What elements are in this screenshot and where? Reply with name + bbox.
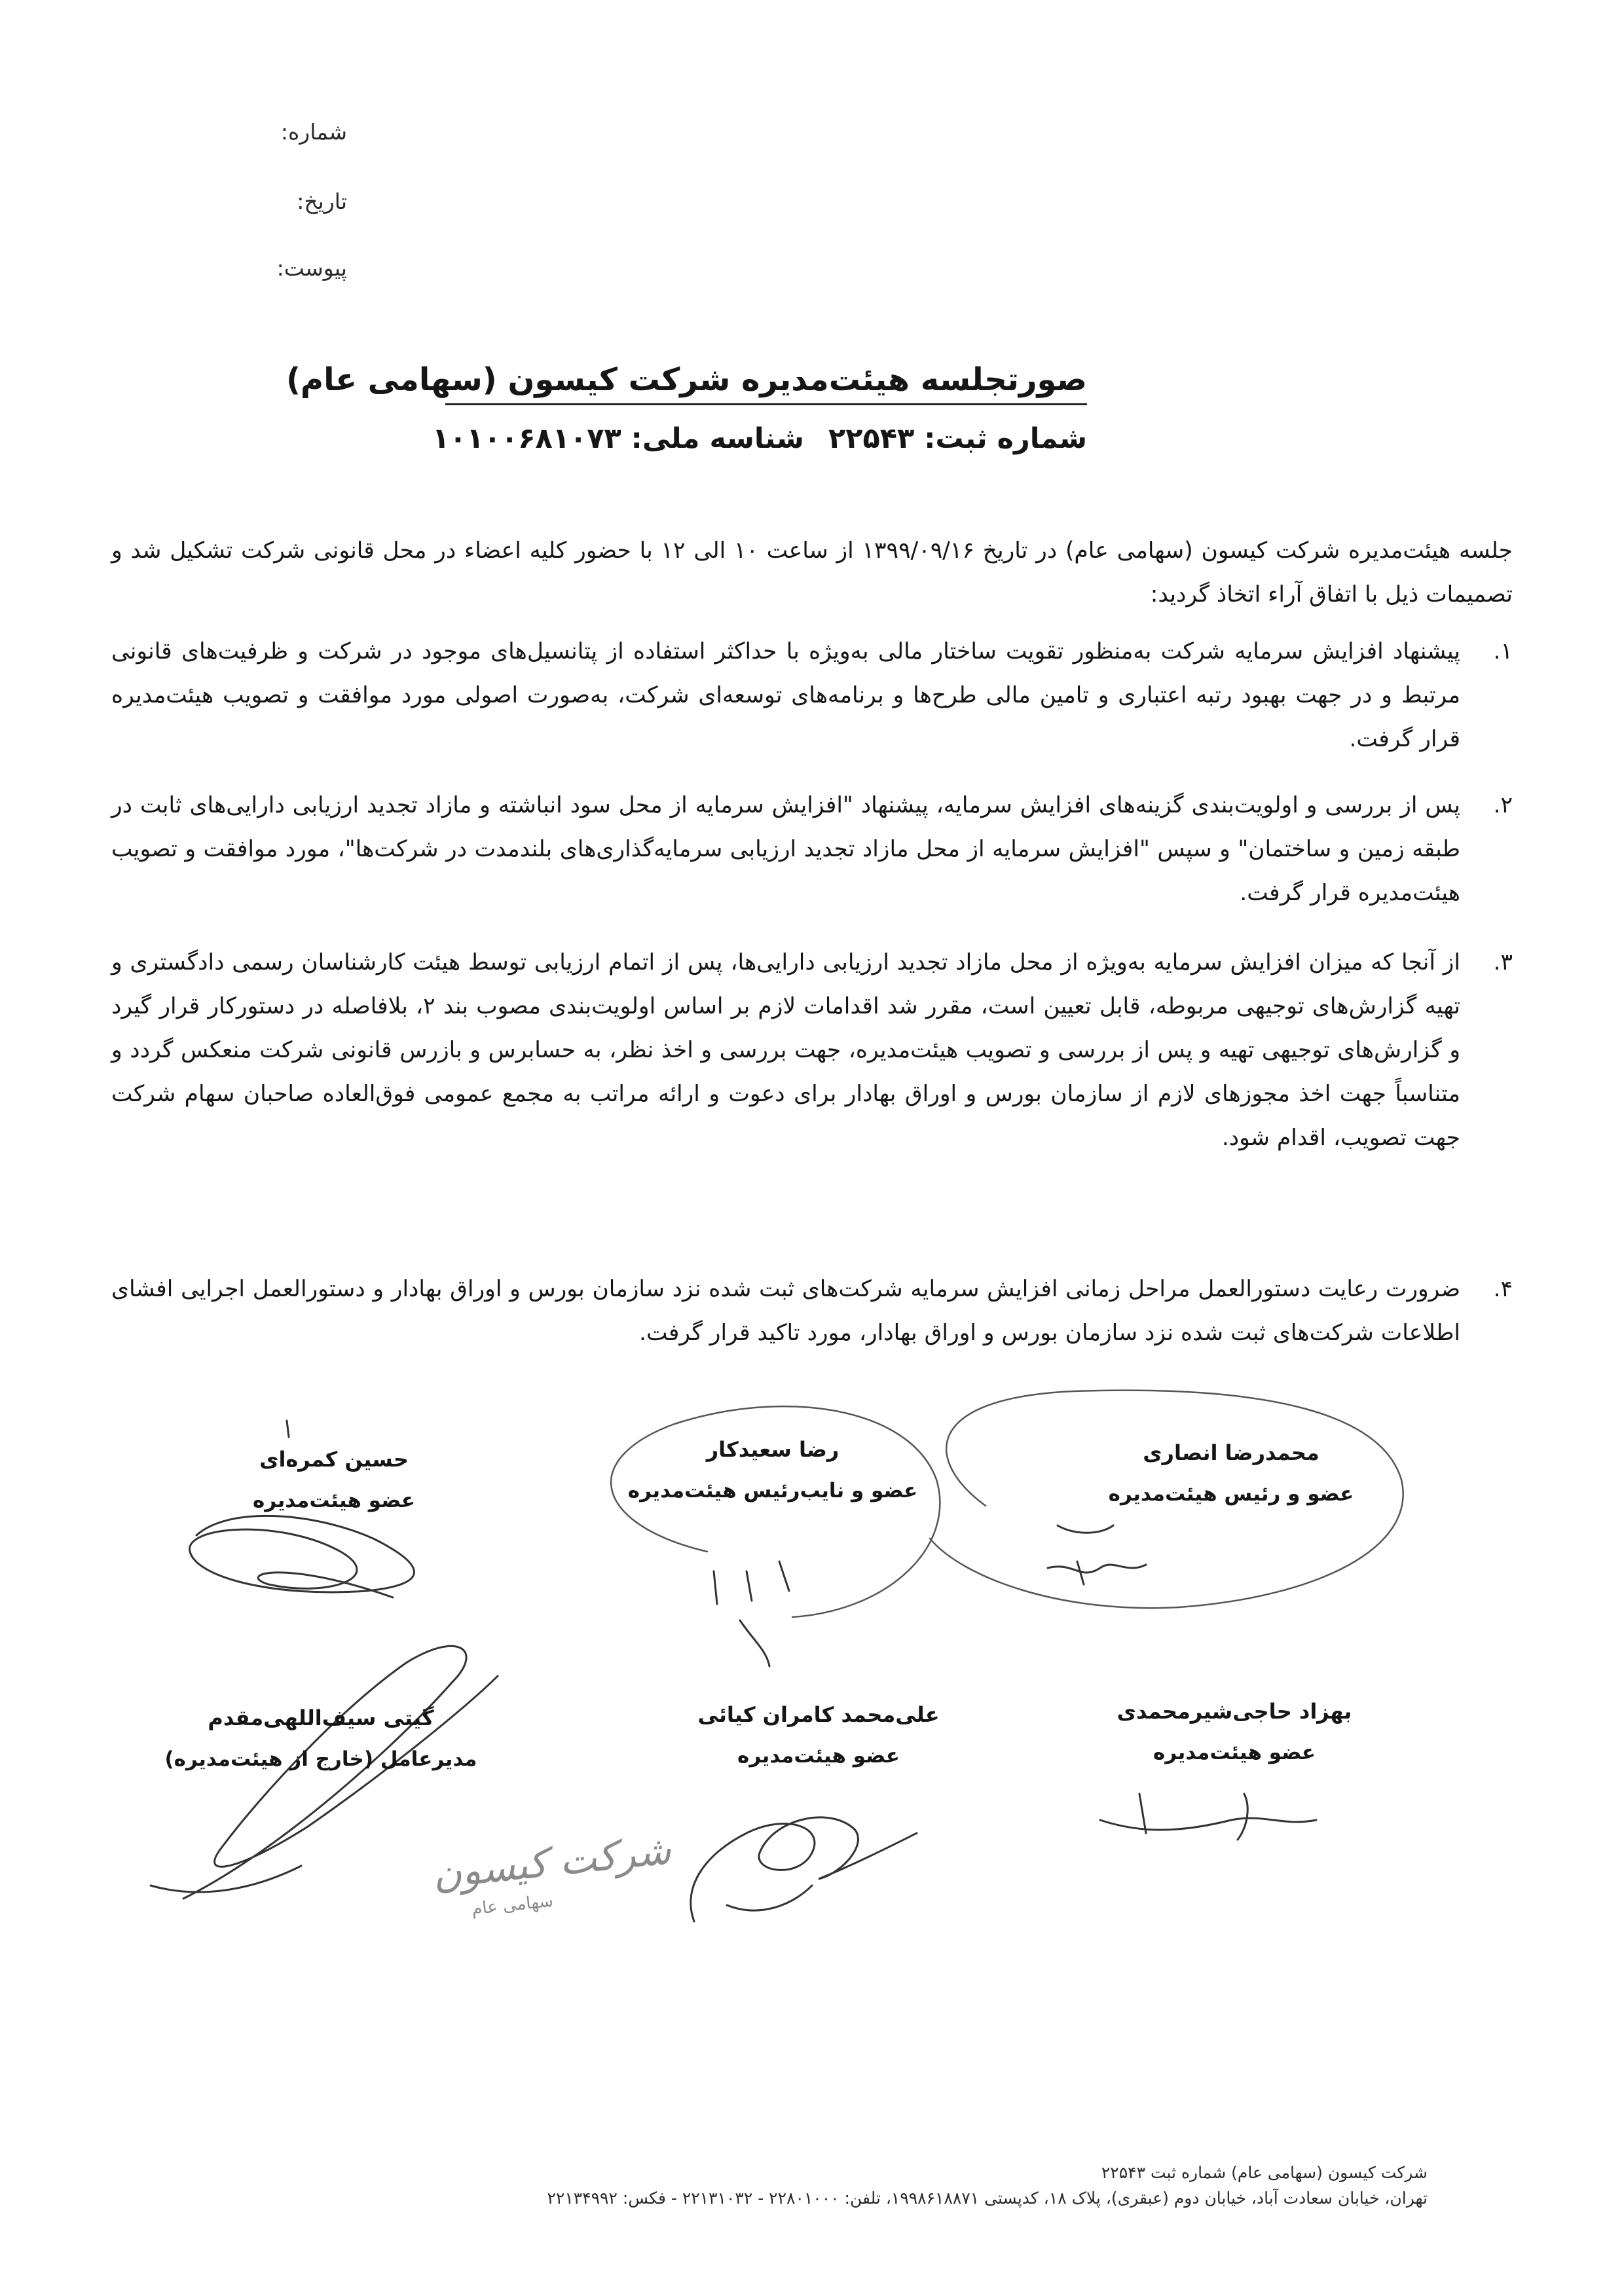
title-underline — [445, 403, 1087, 405]
signatory-block — [622, 1437, 923, 1503]
national-id: شناسه ملی: ۱۰۱۰۰۶۸۱۰۷۳ — [432, 422, 804, 455]
signatory-name: رضا سعیدکار — [706, 1437, 840, 1462]
signature-ansari — [1048, 1561, 1146, 1584]
footer-address: تهران، خیابان سعادت آباد، خیابان دوم (عبقری)، پلاک ۱۸، کدپستی ۱۹۹۸۶۱۸۸۷۱، تلفن: ۲۲۸۰۱۰۰۰ - ۲۲۱۳۱۰۳۲ - فکس: ۲۲۱۳۴۹۹۲ — [547, 2189, 1428, 2208]
signature-kiaei — [691, 1817, 917, 1922]
signatory-name: محمدرضا انصاری — [1143, 1440, 1320, 1465]
signatory-role: عضو هیئت‌مدیره — [737, 1744, 900, 1768]
company-stamp-subtitle: سهامی عام — [470, 1891, 555, 1920]
signature-saeidkar — [714, 1561, 789, 1666]
footer-company: شرکت کیسون (سهامی عام) شماره ثبت ۲۲۵۴۳ — [1101, 2163, 1428, 2182]
item-number: ۴. — [1493, 1276, 1513, 1302]
company-stamp: شرکت کیسون — [430, 1827, 673, 1898]
signatory-name: علی‌محمد کامران کیائی — [697, 1702, 940, 1727]
item-text: از آنجا که میزان افزایش سرمایه به‌ویژه از محل مازاد تجدید ارزیابی دارایی‌ها، پس از اتمام ارزیابی توسط هیئت کارشناسان رسمی دادگستری و تهیه گزارش‌های توجیهی مربوطه، قابل تعیین است، مقرر شد اقدامات لازم بر اساس اولویت‌بندی مصوب بند ۲، بلافاصله در دستورکار قرار گیرد و گزارش‌های توجیهی تهیه و پس از بررسی و تصویب هیئت‌مدیره، جهت بررسی و اخذ نظر، به حسابرس و بازرس قانونی شرکت منعکس گردد و متناسباً جهت اخذ مجوزهای لازم از سازمان بورس و اوراق بهادار برای دعوت و ارائه مراتب به مجمع عمومی فوق‌العاده صاحبان سهام شرکت جهت تصویب، اقدام شود. — [111, 949, 1460, 1151]
item-text: پیشنهاد افزایش سرمایه شرکت به‌منظور تقویت ساختار مالی به‌ویژه با حداکثر استفاده از پتانسیل‌های موجود در شرکت و ظرفیت‌های قانونی مرتبط و در جهت بهبود رتبه اعتباری و تامین مالی طرح‌ها و برنامه‌های توسعه‌ای شرکت، به‌صورت اصولی مورد موافقت و تصویب هیئت‌مدیره قرار گرفت. — [111, 638, 1460, 752]
item-text: پس از بررسی و اولویت‌بندی گزینه‌های افزایش سرمایه، پیشنهاد "افزایش سرمایه از محل سود انباشته و مازاد تجدید ارزیابی دارایی‌های ثابت در طبقه زمین و ساختمان" و سپس "افزایش سرمایه از محل مازاد تجدید ارزیابی سرمایه‌گذاری‌های بلندمدت در شرکت‌ها"، مورد موافقت و تصویب هیئت‌مدیره قرار گرفت. — [111, 792, 1460, 906]
signatory-name: حسین کمره‌ای — [259, 1447, 409, 1472]
signatory-block — [151, 1705, 491, 1771]
registration-number: شماره ثبت: ۲۲۵۴۳ — [828, 422, 1087, 455]
signatory-name: گیتی سیف‌اللهی‌مقدم — [208, 1705, 434, 1730]
signatory-block — [1094, 1699, 1375, 1764]
signatory-role: عضو و نایب‌رئیس هیئت‌مدیره — [627, 1479, 918, 1503]
number-label: شماره: — [280, 119, 347, 145]
signature-kamarei — [190, 1516, 415, 1597]
signatory-role: مدیرعامل (خارج از هیئت‌مدیره) — [164, 1747, 477, 1771]
item-number: ۲. — [1493, 792, 1513, 818]
item-number: ۳. — [1493, 949, 1513, 975]
signatory-block — [1094, 1440, 1369, 1506]
item-text: ضرورت رعایت دستورالعمل مراحل زمانی افزایش سرمایه شرکت‌های ثبت شده نزد سازمان بورس و اوراق بهادار و دستورالعمل اجرایی افشای اطلاعات شرکت‌های ثبت شده نزد سازمان بورس و اوراق بهادار، مورد تاکید قرار گرفت. — [111, 1276, 1460, 1346]
signatory-block — [674, 1702, 963, 1768]
signatory-block — [236, 1447, 432, 1512]
intro-paragraph: جلسه هیئت‌مدیره شرکت کیسون (سهامی عام) در تاریخ ۱۳۹۹/۰۹/۱۶ از ساعت ۱۰ الی ۱۲ با حضور کلیه اعضاء در محل قانونی شرکت تشکیل شد و تصمیمات ذیل با اتفاق آراء اتخاذ گردید: — [111, 538, 1513, 608]
item-number: ۱. — [1493, 638, 1513, 665]
signatory-role: عضو هیئت‌مدیره — [253, 1489, 415, 1512]
attachment-label: پیوست: — [276, 255, 347, 281]
signatory-name: بهزاد حاجی‌شیرمحمدی — [1116, 1699, 1352, 1724]
signatory-role: عضو و رئیس هیئت‌مدیره — [1108, 1482, 1354, 1506]
signatory-role: عضو هیئت‌مدیره — [1153, 1741, 1316, 1764]
signature-shirmohammadi — [1100, 1794, 1316, 1840]
document-title: صورتجلسه هیئت‌مدیره شرکت کیسون (سهامی عام) — [286, 361, 1087, 398]
date-label: تاریخ: — [297, 189, 347, 214]
